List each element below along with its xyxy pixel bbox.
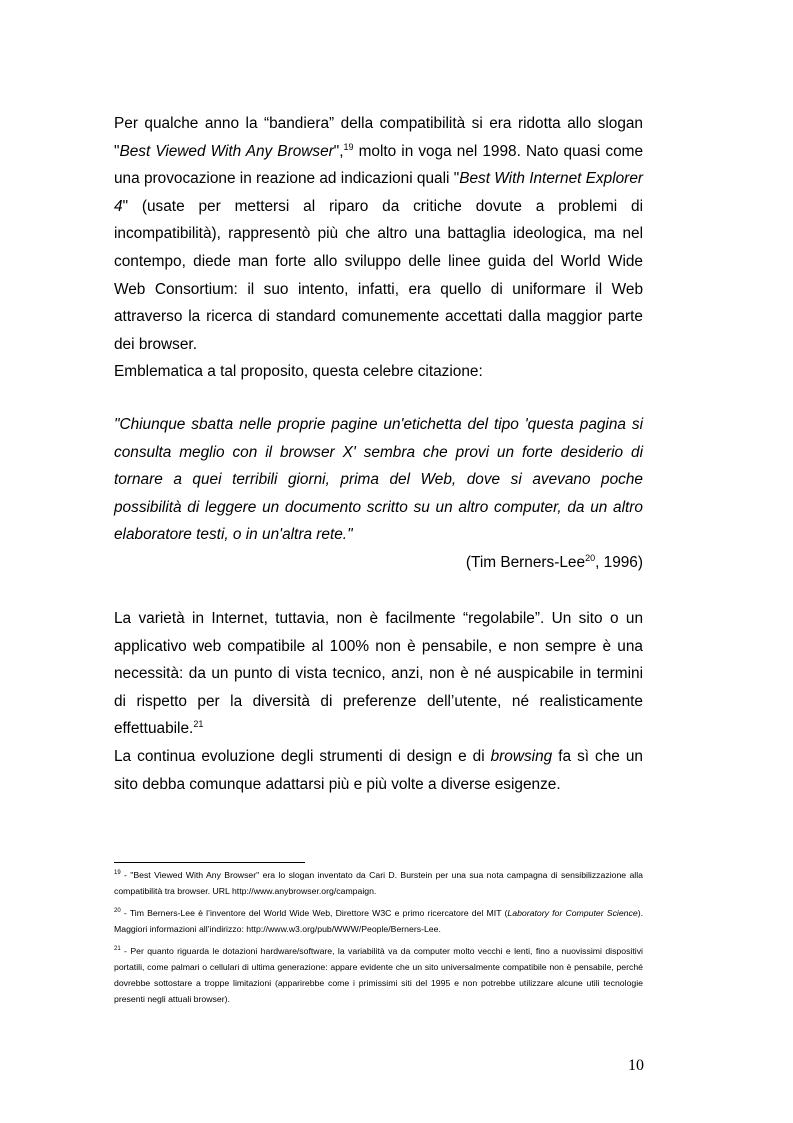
paragraph-internet-variety [114, 605, 643, 743]
paragraph-1-middle: molto in voga nel 1998. Nato quasi come una provocazione in reazione ad indicazioni quali " [114, 142, 644, 188]
footnote-20-lab-name: Laboratory for Computer Science [507, 908, 638, 918]
quotation-block [114, 411, 643, 577]
footnote-20-text: - Tim Berners-Lee è l’inventore del World Wide Web, Direttore W3C e primo ricercatore del MIT ( [120, 908, 508, 918]
paragraph-1-rest: " (usate per mettersi al riparo da critiche dovute a problemi di incompatibilità), rappresentò più che altro una battaglia ideologica, ma nel contempo, diede man forte allo sviluppo delle linee guida del World Wide Web Consortium: il suo intento, infatti, era quello di uniformare il Web attraverso la ricerca di standard comunemente accettati dalla maggior parte dei browser. [114, 197, 643, 353]
footnote-21-text: - Per quanto riguarda le dotazioni hardware/software, la variabilità va da computer molto vecchi e lenti, fino a nuovissimi dispositivi portatili, come palmari o cellulari di ultima generazione: appare evidente che un sito universalmente compatibile non è pensabile, perché dovrebbe sottostare a troppe limitazioni (apparirebbe come i primissimi siti del 1995 e non potrebbe utilizzare alcune utili tecnologie presenti negli attuali browser). [114, 946, 643, 1004]
slogan-close-quote: ", [333, 142, 344, 160]
footnote-ref-21[interactable]: 21 [193, 719, 204, 730]
quotation-text: "Chiunque sbatta nelle proprie pagine un'etichetta del tipo 'questa pagina si consulta meglio con il browser X' sembra che provi un forte desiderio di tornare a quei terribili giorni, prima del Web, dove si avevano poche possibilità di leggere un documento scritto su un altro computer, da un altro elaboratore testi, o in un'altra rete." [114, 416, 643, 544]
footnote-ref-20[interactable]: 20 [585, 552, 596, 563]
paragraph-4-after: fa sì che un sito debba comunque adattarsi più e più volte a diverse esigenze. [114, 747, 643, 793]
main-text [114, 110, 643, 386]
page-number: 10 [628, 1057, 644, 1074]
paragraph-3-text: La varietà in Internet, tuttavia, non è facilmente “regolabile”. Un sito o un applicativo web compatibile al 100% non è pensabile, e non sempre è una necessità: da un punto di vista tecnico, anzi, non è né auspicabile in termini di rispetto per la diversità di preferenze dell’utente, né realisticamente effettuabile. [114, 610, 643, 738]
browsing-term: browsing [490, 747, 553, 765]
footnote-ref-19[interactable]: 19 [343, 141, 354, 152]
second-text [114, 605, 643, 798]
paragraph-1-intro: Per qualche anno la “bandiera” della compatibilità si era ridotta allo slogan " [114, 115, 643, 160]
paragraph-quote-intro: Emblematica a tal proposito, questa celebre citazione: [114, 363, 483, 381]
footnote-21 [114, 943, 643, 1007]
paragraph-compatibility-slogan [114, 110, 643, 358]
paragraph-4-before: La continua evoluzione degli strumenti di design e di [114, 747, 491, 765]
counter-example-text: Best With Internet Explorer 4 [114, 170, 643, 215]
footnote-21-number: 21 [114, 946, 121, 952]
quotation-attribution [114, 549, 643, 577]
footnote-19-number: 19 [114, 870, 121, 876]
footnote-19 [114, 867, 643, 899]
footnote-20-number: 20 [114, 908, 121, 914]
footnotes [114, 867, 643, 1013]
slogan-text: Best Viewed With Any Browser [119, 142, 334, 160]
paragraph-design-evolution [114, 743, 643, 798]
footnote-20-text-end: ). Maggiori informazioni all’indirizzo: http://www.w3.org/pub/WWW/People/Berners-Lee. [114, 908, 643, 934]
footnote-19-text: - "Best Viewed With Any Browser" era lo slogan inventato da Cari D. Burstein per una sua nota campagna di sensibilizzazione alla compatibilità tra browser. URL http://www.anybrowser.org/campaign. [114, 870, 643, 896]
footnote-20 [114, 905, 643, 937]
quote-author: (Tim Berners-Lee [465, 553, 586, 571]
footnote-separator [114, 862, 305, 863]
quote-year: , 1996) [595, 553, 643, 571]
